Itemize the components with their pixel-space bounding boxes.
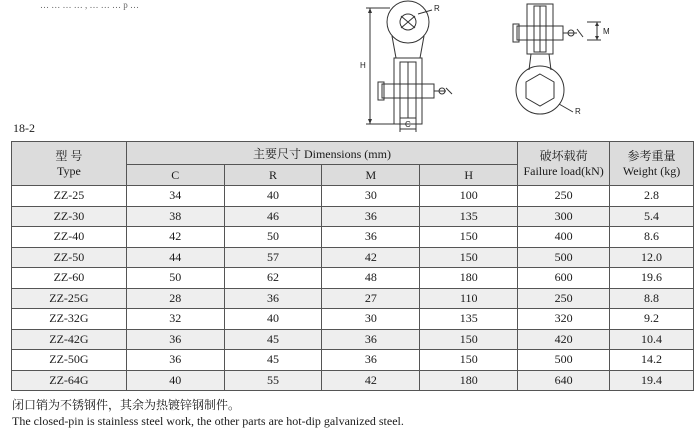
cell-h: 135 bbox=[420, 206, 518, 227]
cell-c: 28 bbox=[126, 288, 224, 309]
cell-m: 42 bbox=[322, 247, 420, 268]
failure-load-header-en: Failure load(kN) bbox=[523, 163, 604, 178]
table-row bbox=[12, 268, 694, 289]
cell-weight: 10.4 bbox=[610, 329, 694, 350]
drawing-label-r: R bbox=[434, 4, 440, 13]
cell-h: 150 bbox=[420, 329, 518, 350]
cell-type: ZZ-32G bbox=[12, 309, 127, 330]
weight-header-cn: 参考重量 bbox=[627, 148, 676, 163]
cell-weight: 5.4 bbox=[610, 206, 694, 227]
shackle-front-drawing bbox=[352, 0, 482, 135]
drawing-label-r2: R bbox=[575, 107, 581, 116]
cell-m: 36 bbox=[322, 227, 420, 248]
cell-r: 62 bbox=[224, 268, 322, 289]
cell-m: 36 bbox=[322, 329, 420, 350]
cell-weight: 2.8 bbox=[610, 186, 694, 207]
cell-failure: 420 bbox=[518, 329, 610, 350]
weight-header-en: Weight (kg) bbox=[622, 163, 681, 178]
weight-header bbox=[610, 142, 694, 186]
cell-failure: 320 bbox=[518, 309, 610, 330]
cell-c: 36 bbox=[126, 329, 224, 350]
cell-type: ZZ-25G bbox=[12, 288, 127, 309]
cell-failure: 600 bbox=[518, 268, 610, 289]
cell-failure: 640 bbox=[518, 370, 610, 391]
table-row bbox=[12, 309, 694, 330]
cell-h: 135 bbox=[420, 309, 518, 330]
cell-h: 180 bbox=[420, 268, 518, 289]
cell-m: 36 bbox=[322, 350, 420, 371]
cell-m: 48 bbox=[322, 268, 420, 289]
cell-c: 32 bbox=[126, 309, 224, 330]
note-english: The closed-pin is stainless steel work, the other parts are hot-dip galvanized steel. bbox=[12, 414, 404, 428]
col-header-h: H bbox=[420, 165, 518, 186]
cell-failure: 250 bbox=[518, 186, 610, 207]
cell-failure: 500 bbox=[518, 247, 610, 268]
cell-m: 36 bbox=[322, 206, 420, 227]
cell-h: 150 bbox=[420, 227, 518, 248]
cell-weight: 12.0 bbox=[610, 247, 694, 268]
table-row bbox=[12, 288, 694, 309]
table-row bbox=[12, 350, 694, 371]
cell-type: ZZ-50G bbox=[12, 350, 127, 371]
cell-r: 36 bbox=[224, 288, 322, 309]
type-header-en: Type bbox=[56, 163, 81, 178]
table-row bbox=[12, 206, 694, 227]
cell-type: ZZ-60 bbox=[12, 268, 127, 289]
col-header-r: R bbox=[224, 165, 322, 186]
spec-table bbox=[11, 141, 694, 391]
table-number: 18-2 bbox=[13, 121, 35, 135]
cell-h: 180 bbox=[420, 370, 518, 391]
cell-c: 44 bbox=[126, 247, 224, 268]
cell-r: 45 bbox=[224, 329, 322, 350]
cell-h: 150 bbox=[420, 247, 518, 268]
type-header bbox=[12, 142, 127, 186]
cell-type: ZZ-64G bbox=[12, 370, 127, 391]
table-row bbox=[12, 227, 694, 248]
cell-type: ZZ-50 bbox=[12, 247, 127, 268]
cell-h: 100 bbox=[420, 186, 518, 207]
cell-weight: 9.2 bbox=[610, 309, 694, 330]
table-row bbox=[12, 186, 694, 207]
cell-h: 150 bbox=[420, 350, 518, 371]
cell-failure: 400 bbox=[518, 227, 610, 248]
cell-r: 55 bbox=[224, 370, 322, 391]
cell-m: 30 bbox=[322, 309, 420, 330]
failure-load-header-cn: 破坏载荷 bbox=[539, 148, 588, 163]
col-header-c: C bbox=[126, 165, 224, 186]
drawing-label-h: H bbox=[360, 61, 366, 70]
cell-c: 42 bbox=[126, 227, 224, 248]
cell-c: 36 bbox=[126, 350, 224, 371]
cell-r: 50 bbox=[224, 227, 322, 248]
cell-c: 34 bbox=[126, 186, 224, 207]
table-row bbox=[12, 370, 694, 391]
cell-failure: 250 bbox=[518, 288, 610, 309]
cell-weight: 19.6 bbox=[610, 268, 694, 289]
drawing-label-c: C bbox=[405, 120, 411, 129]
cell-type: ZZ-42G bbox=[12, 329, 127, 350]
drawing-label-m: M bbox=[603, 27, 610, 36]
cell-r: 40 bbox=[224, 309, 322, 330]
cell-r: 46 bbox=[224, 206, 322, 227]
cell-failure: 500 bbox=[518, 350, 610, 371]
col-header-m: M bbox=[322, 165, 420, 186]
type-header-cn: 型 号 bbox=[55, 148, 83, 163]
cell-m: 27 bbox=[322, 288, 420, 309]
cell-weight: 19.4 bbox=[610, 370, 694, 391]
cell-m: 30 bbox=[322, 186, 420, 207]
cell-r: 57 bbox=[224, 247, 322, 268]
cell-failure: 300 bbox=[518, 206, 610, 227]
cell-r: 40 bbox=[224, 186, 322, 207]
cell-h: 110 bbox=[420, 288, 518, 309]
cell-type: ZZ-40 bbox=[12, 227, 127, 248]
cell-weight: 14.2 bbox=[610, 350, 694, 371]
failure-load-header bbox=[518, 142, 610, 186]
cell-type: ZZ-30 bbox=[12, 206, 127, 227]
cell-weight: 8.8 bbox=[610, 288, 694, 309]
cell-weight: 8.6 bbox=[610, 227, 694, 248]
table-row bbox=[12, 247, 694, 268]
cell-c: 38 bbox=[126, 206, 224, 227]
shackle-side-drawing bbox=[507, 0, 622, 125]
header-text-fragment: … … … … , … … … p … bbox=[40, 0, 139, 10]
cell-type: ZZ-25 bbox=[12, 186, 127, 207]
cell-r: 45 bbox=[224, 350, 322, 371]
dimensions-header: 主要尺寸 Dimensions (mm) bbox=[126, 142, 517, 165]
cell-m: 42 bbox=[322, 370, 420, 391]
note-chinese: 闭口销为不锈钢件，其余为热镀锌钢制件。 bbox=[12, 398, 241, 412]
table-row bbox=[12, 329, 694, 350]
cell-c: 50 bbox=[126, 268, 224, 289]
cell-c: 40 bbox=[126, 370, 224, 391]
